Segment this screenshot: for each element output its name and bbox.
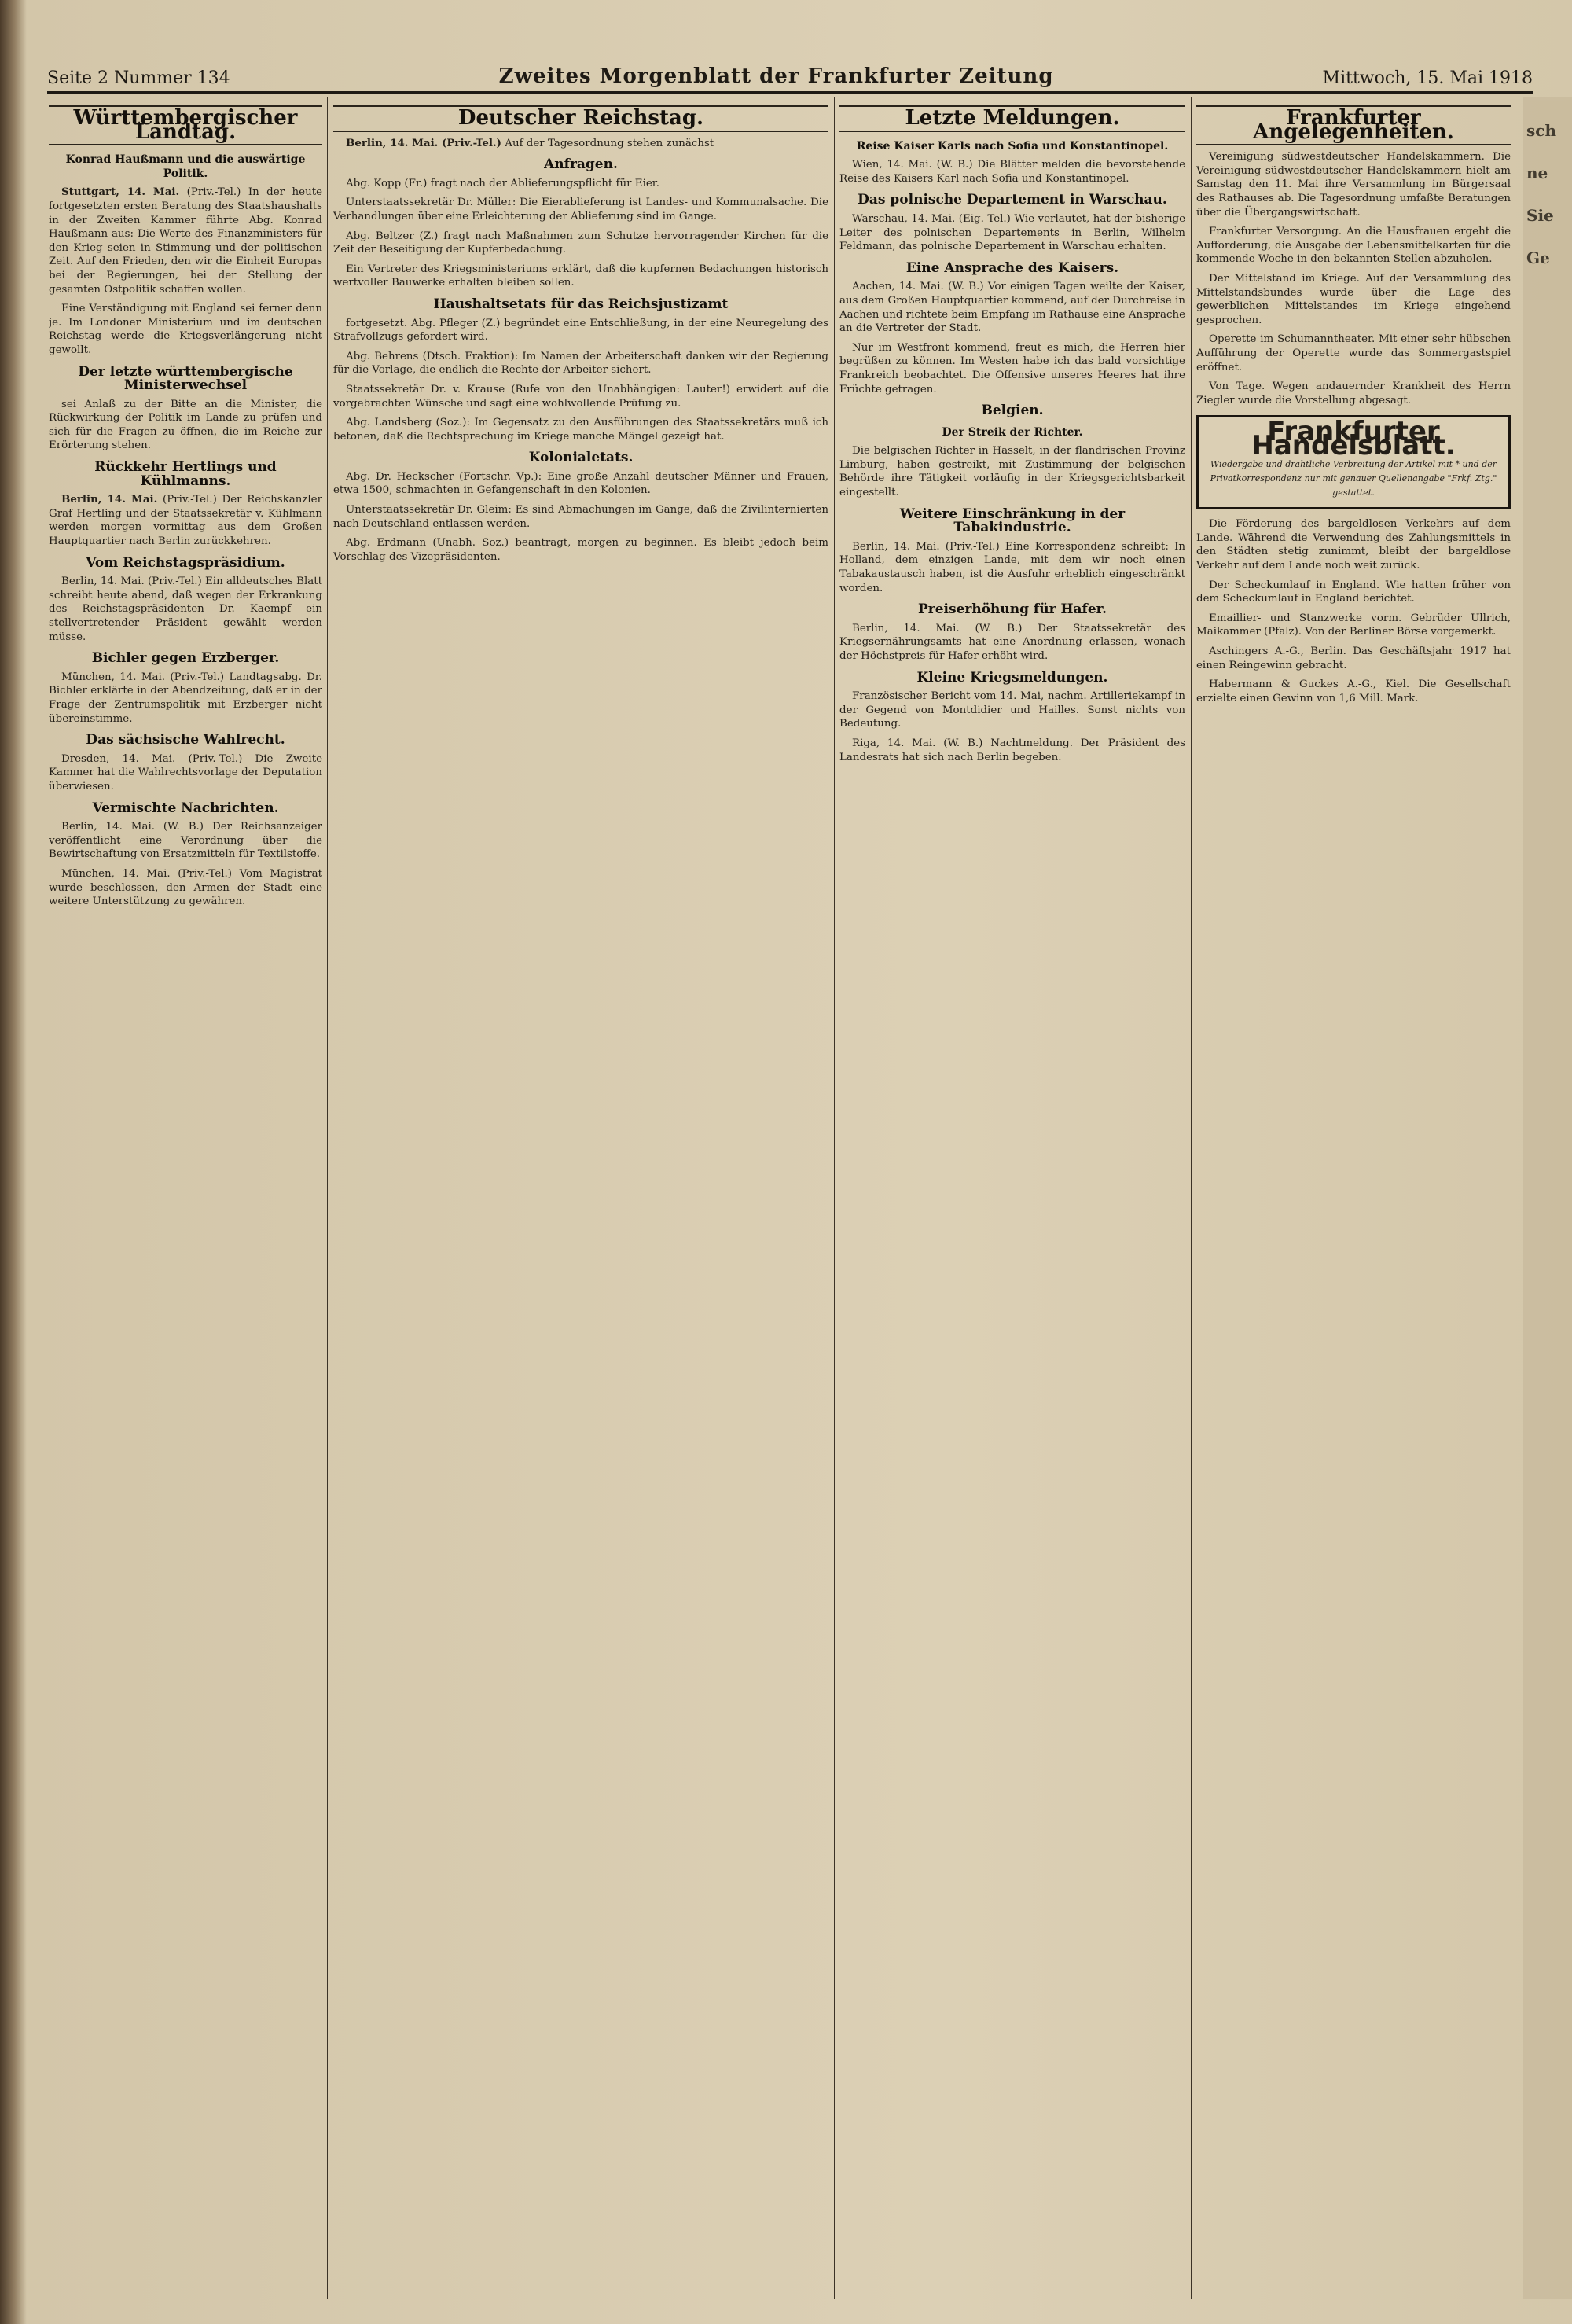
article-paragraph: Abg. Behrens (Dtsch. Fraktion): Im Namen der Arbeiterschaft danken wir der Regierung für die Vorlage, die endlich die Rechte der Arbeiter sichert. <box>333 350 828 377</box>
article-heading: Vermischte Nachrichten. <box>92 800 279 816</box>
article-paragraph: Berlin, 14. Mai. (W. B.) Der Reichsanzeiger veröffentlicht eine Verordnung über die Bewirtschaftung von Ersatzmitteln für Textilstoffe. <box>49 821 322 861</box>
article-paragraph: Eine Verständigung mit England sei ferner denn je. Im Londoner Ministerium und im deutschen Reichstag werde die Kriegsverlängerung nicht gewollt. <box>49 303 322 356</box>
article-paragraph: Aachen, 14. Mai. (W. B.) Vor einigen Tagen weilte der Kaiser, aus dem Großen Hauptquartier kommend, auf der Durchreise in Aachen und richtete beim Empfang im Rathause eine Ansprache an die Vertreter der Stadt. <box>839 281 1185 335</box>
article-paragraph: Unterstaatssekretär Dr. Gleim: Es sind Abmachungen im Gange, daß die Zivilinternierten nach Deutschland entlassen werden. <box>333 504 828 530</box>
article-heading: Eine Ansprache des Kaisers. <box>905 259 1119 276</box>
article-paragraph: Operette im Schumanntheater. Mit einer sehr hübschen Aufführung der Operette wurde das Sommergastspiel eröffnet. <box>1196 333 1511 373</box>
handelsblatt-box <box>1196 415 1511 509</box>
article-heading: Württembergischer Landtag. <box>49 105 322 145</box>
article-heading: Frankfurter Angelegenheiten. <box>1196 105 1511 145</box>
article-paragraph: Dresden, 14. Mai. (Priv.-Tel.) Die Zweite Kammer hat die Wahlrechtsvorlage der Deputation überwiesen. <box>49 752 322 792</box>
article-paragraph: Emaillier- und Stanzwerke vorm. Gebrüder Ullrich, Maikammer (Pfalz). Von der Berliner Börse vorgemerkt. <box>1196 612 1511 638</box>
article-heading: Bichler gegen Erzberger. <box>91 650 280 667</box>
article-heading: Weitere Einschränkung in der Tabakindustrie. <box>899 506 1126 536</box>
article-paragraph: Nur im Westfront kommend, freut es mich, die Herren hier begrüßen zu können. Im Westen habe ich das bald vorsichtige Frankreich beobachtet. Die Offensive unseres Heeres hat ihre Früchte getragen. <box>839 341 1185 395</box>
article-heading: Preiserhöhung für Hafer. <box>917 601 1107 618</box>
article-paragraph: Berlin, 14. Mai. (Priv.-Tel.) Eine Korrespondenz schreibt: In Holland, dem einzigen Lande, mit dem wir noch einen Tabakaustausch haben, ist die Ausfuhr erheblich eingeschränkt worden. <box>839 540 1185 594</box>
column-4 <box>1196 97 1511 2299</box>
article-paragraph: Staatssekretär Dr. v. Krause (Rufe von den Unabhängigen: Lauter!) erwidert auf die vorgebrachten Wünsche und sagt eine wohlwollende Prüfung zu. <box>333 383 828 410</box>
article-heading: Letzte Meldungen. <box>839 105 1185 132</box>
article-paragraph: Riga, 14. Mai. (W. B.) Nachtmeldung. Der Präsident des Landesrats hat sich nach Berlin begeben. <box>839 737 1185 763</box>
article-heading: Deutscher Reichstag. <box>333 105 828 132</box>
article-paragraph: Französischer Bericht vom 14. Mai, nachm. Artilleriekampf in der Gegend von Montdidier und Hailles. Sonst nichts von Bedeutung. <box>839 690 1185 730</box>
article-heading: Haushaltsetats für das Reichsjustizamt <box>433 296 729 312</box>
article-heading: Das polnische Departement in Warschau. <box>858 192 1167 208</box>
article-paragraph: Abg. Erdmann (Unabh. Soz.) beantragt, morgen zu beginnen. Es bleibt jedoch beim Vorschlag des Vizepräsidenten. <box>333 537 828 563</box>
column-3 <box>839 97 1185 2299</box>
masthead-page-number: Seite 2 Nummer 134 <box>47 68 230 88</box>
article-paragraph: Von Tage. Wegen andauernder Krankheit des Herrn Ziegler wurde die Vorstellung abgesagt. <box>1196 381 1511 406</box>
article-subheading: Konrad Haußmann und die auswärtige Politik. <box>65 153 306 180</box>
masthead <box>47 61 1533 88</box>
edge-fragment: ne <box>1526 164 1548 182</box>
article-paragraph: Warschau, 14. Mai. (Eig. Tel.) Wie verlautet, hat der bisherige Leiter des polnischen Departements in Berlin, Wilhelm Feldmann, das polnische Departement in Warschau erhalten. <box>839 212 1185 253</box>
adjacent-page-edge <box>1523 97 1572 2299</box>
article-paragraph: Berlin, 14. Mai. (Priv.-Tel.) Ein alldeutsches Blatt schreibt heute abend, daß wegen der Erkrankung des Reichstagspräsidenten Dr. Kaempf ein stellvertretender Präsident gewählt werden müsse. <box>49 575 322 643</box>
edge-fragment: Sie <box>1526 206 1554 225</box>
article-paragraph: Unterstaatssekretär Dr. Müller: Die Eierablieferung ist Landes- und Kommunalsache. Die Verhandlungen über eine Erleichterung der Ablieferung sind im Gange. <box>333 197 828 222</box>
article-heading: Der letzte württembergische Ministerwechsel <box>78 363 293 394</box>
article-paragraph: Aschingers A.-G., Berlin. Das Geschäftsjahr 1917 hat einen Reingewinn gebracht. <box>1196 645 1511 671</box>
column-divider <box>1191 97 1192 2299</box>
column-divider <box>327 97 328 2299</box>
article-paragraph: Frankfurter Versorgung. An die Hausfrauen ergeht die Aufforderung, die Ausgabe der Lebensmittelkarten für die kommende Woche in den bekannten Stellen abzuholen. <box>1196 226 1511 266</box>
article-heading: Vom Reichstagspräsidium. <box>86 554 285 571</box>
article-paragraph: Die Förderung des bargeldlosen Verkehrs auf dem Lande. Während die Verwendung des Zahlungsmittels in den Städten stetig zunimmt, bleibt der bargeldlose Verkehr auf dem Lande noch weit zurück. <box>1196 518 1511 572</box>
article-paragraph: sei Anlaß zu der Bitte an die Minister, die Rückwirkung der Politik im Lande zu prüfen und sich für die Fragen zu öffnen, die im Reiche zur Erörterung stehen. <box>49 398 322 452</box>
article-paragraph: Abg. Dr. Heckscher (Fortschr. Vp.): Eine große Anzahl deutscher Männer und Frauen, etwa 1500, schmachten in Gefangenschaft in den Kolonien. <box>333 470 828 497</box>
article-heading: Kleine Kriegsmeldungen. <box>916 669 1108 686</box>
edge-fragment: sch <box>1526 121 1556 140</box>
article-paragraph: Wien, 14. Mai. (W. B.) Die Blätter melden die bevorstehende Reise des Kaisers Karl nach Sofia und Konstantinopel. <box>839 159 1185 185</box>
article-paragraph: Der Mittelstand im Kriege. Auf der Versammlung des Mittelstandsbundes wurde über die Lage des gewerblichen Mittelstandes im Kriege eingehend gesprochen. <box>1196 272 1511 326</box>
article-paragraph: Die belgischen Richter in Hasselt, in der flandrischen Provinz Limburg, haben gestreikt, mit Zustimmung der belgischen Behörde ihre Tätigkeit vorläufig in der Kriegsgerichtsbarkeit eingestellt. <box>839 445 1185 499</box>
article-paragraph: Vereinigung südwestdeutscher Handelskammern. Die Vereinigung südwestdeutscher Handelskammern hielt am Samstag den 11. Mai ihre Versammlung im Bürgersaal des Rathauses ab. Die Tagesordnung umfaßte Beratungen über die Übergangswirtschaft. <box>1196 151 1511 219</box>
article-subheading: Reise Kaiser Karls nach Sofia und Konstantinopel. <box>856 139 1169 153</box>
article-paragraph: München, 14. Mai. (Priv.-Tel.) Landtagsabg. Dr. Bichler erklärte in der Abendzeitung, daß er in der Frage der Zentrumspolitik mit Erzberger nicht übereinstimme. <box>49 671 322 725</box>
handelsblatt-headline: Frankfurter Handelsblatt. <box>1251 416 1456 461</box>
edge-fragment: Ge <box>1526 248 1550 267</box>
masthead-date: Mittwoch, 15. Mai 1918 <box>1322 68 1533 88</box>
column-1 <box>49 97 322 2299</box>
article-paragraph: Stuttgart, 14. Mai. (Priv.-Tel.) In der heute fortgesetzten ersten Beratung des Staatshaushalts in der Zweiten Kammer führte Abg. Konrad Haußmann aus: Die Werte des Finanzministers für den Krieg seien in Stimmung und der politischen Zeit. Auf den Frieden, den wir die Einheit Europas bei der Regierungen, bei der Stellung der gesamten Ostpolitik schaffen wollen. <box>49 186 322 296</box>
handelsblatt-strap: Wiedergabe und drahtliche Verbreitung der Artikel mit * und der Privatkorrespondenz nur mit genauer Quellenangabe "Frkf. Ztg." gestattet. <box>1210 459 1497 498</box>
article-paragraph: Abg. Beltzer (Z.) fragt nach Maßnahmen zum Schutze hervorragender Kirchen für die Zeit der Beseitigung der Kupferbedachung. <box>333 230 828 256</box>
article-subheading: Der Streik der Richter. <box>942 425 1083 439</box>
article-heading: Rückkehr Hertlings und Kühlmanns. <box>94 459 277 489</box>
article-paragraph: Berlin, 14. Mai. (W. B.) Der Staatssekretär des Kriegsernährungsamts hat eine Anordnung erlassen, wonach der Höchstpreis für Hafer erhöht wird. <box>839 622 1185 662</box>
article-paragraph: Berlin, 14. Mai. (Priv.-Tel.) Der Reichskanzler Graf Hertling und der Staatssekretär v. Kühlmann werden morgen vormittag aus dem Großen Hauptquartier nach Berlin zurückkehren. <box>49 493 322 548</box>
article-paragraph: fortgesetzt. Abg. Pfleger (Z.) begründet eine Entschließung, in der eine Neuregelung des Strafvollzugs gefordert wird. <box>333 317 828 344</box>
column-2 <box>333 97 828 2299</box>
article-paragraph: Abg. Landsberg (Soz.): Im Gegensatz zu den Ausführungen des Staatssekretärs muß ich betonen, daß die Rechtsprechung im Kriege manche Mängel gezeigt hat. <box>333 417 828 443</box>
article-paragraph: Abg. Kopp (Fr.) fragt nach der Ablieferungspflicht für Eier. <box>346 177 659 189</box>
article-heading: Anfragen. <box>544 156 618 173</box>
article-heading: Das sächsische Wahlrecht. <box>86 732 285 748</box>
column-divider <box>834 97 835 2299</box>
article-heading: Kolonialetats. <box>528 450 634 466</box>
article-paragraph: Berlin, 14. Mai. (Priv.-Tel.) Auf der Tagesordnung stehen zunächst <box>346 136 714 149</box>
article-paragraph: Der Scheckumlauf in England. Wie hatten früher von dem Scheckumlauf in England berichtet. <box>1196 579 1511 605</box>
masthead-title: Zweites Morgenblatt der Frankfurter Zeitung <box>498 64 1054 88</box>
article-paragraph: München, 14. Mai. (Priv.-Tel.) Vom Magistrat wurde beschlossen, den Armen der Stadt eine weitere Unterstützung zu gewähren. <box>49 867 322 908</box>
article-paragraph: Ein Vertreter des Kriegsministeriums erklärt, daß die kupfernen Bedachungen historisch wertvoller Bauwerke erhalten bleiben sollen. <box>333 263 828 289</box>
masthead-rule <box>47 91 1533 94</box>
article-paragraph: Habermann & Guckes A.-G., Kiel. Die Gesellschaft erzielte einen Gewinn von 1,6 Mill. Mark. <box>1196 678 1511 704</box>
article-heading: Belgien. <box>981 403 1044 419</box>
